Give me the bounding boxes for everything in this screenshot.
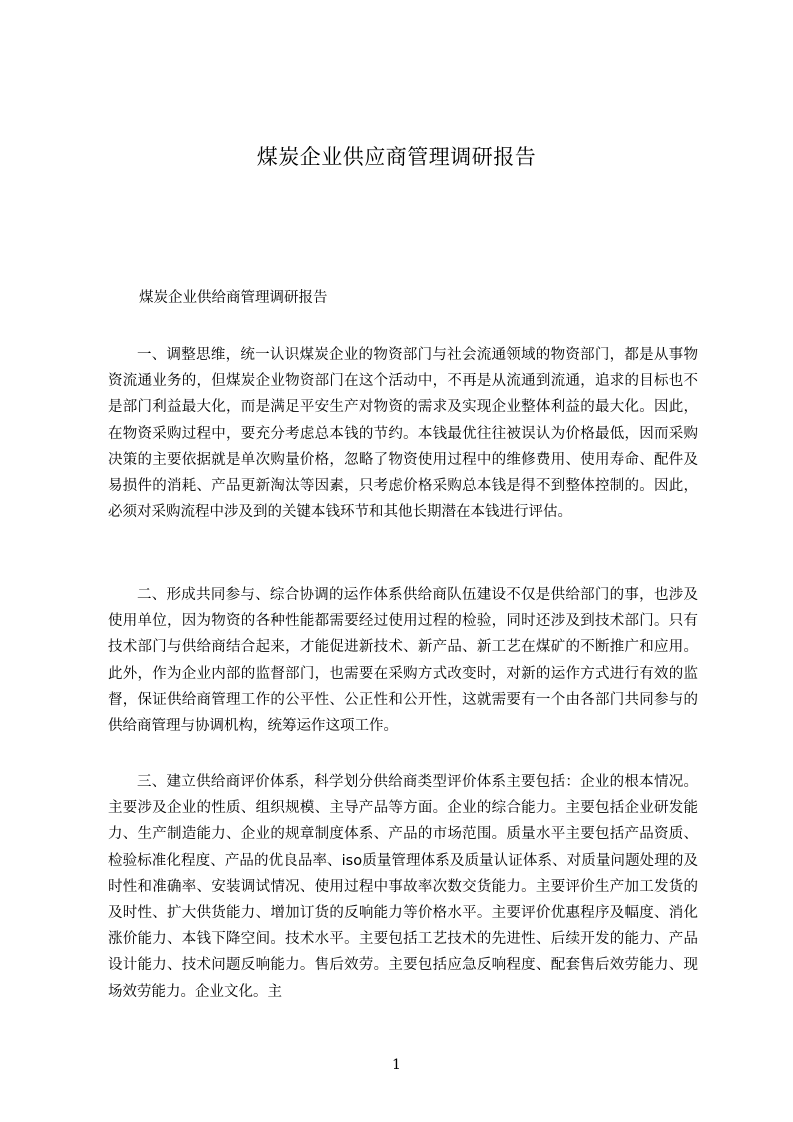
paragraph-1: 一、调整思维，统一认识煤炭企业的物资部门与社会流通领域的物资部门，都是从事物资流通业务的，但煤炭企业物资部门在这个活动中，不再是从流通到流通，追求的目标也不是部门利益最大化，而是满足平安生产对物资的需求及实现企业整体利益的最大化。因此，在物资采购过程中，要充分考虑总本钱的节约。本钱最优往往被误认为价格最低，因而采购决策的主要依据就是单次购量价格，忽略了物资使用过程中的维修费用、使用寿命、配件及易损件的消耗、产品更新淘汰等因素，只考虑价格采购总本钱是得不到整体控制的。因此，必须对采购流程中涉及到的关键本钱环节和其他长期潜在本钱进行评估。 (108, 347, 698, 521)
paragraph-3: 三、建立供给商评价体系，科学划分供给商类型评价体系主要包括：企业的根本情况。主要涉及企业的性质、组织规模、主导产品等方面。企业的综合能力。主要包括企业研发能力、生产制造能力、企业的规章制度体系、产品的市场范围。质量水平主要包括产品资质、检验标准化程度、产品的优良品率、iso质量管理体系及质量认证体系、对质量问题处理的及时性和准确率、安装调试情况、使用过程中事故率次数交货能力。主要评价生产加工发货的及时性、扩大供货能力、增加订货的反响能力等价格水平。主要评价优惠程序及幅度、消化涨价能力、本钱下降空间。技术水平。主要包括工艺技术的先进性、后续开发的能力、产品设计能力、技术问题反响能力。售后效劳。主要包括应急反响程度、配套售后效劳能力、现场效劳能力。企业文化。主 (108, 774, 698, 1000)
document-subtitle: 煤炭企业供给商管理调研报告 (139, 290, 328, 306)
page-number: 1 (392, 1057, 401, 1073)
paragraph-2: 二、形成共同参与、综合协调的运作体系供给商队伍建设不仅是供给部门的事，也涉及使用单位，因为物资的各种性能都需要经过使用过程的检验，同时还涉及到技术部门。只有技术部门与供给商结合起来，才能促进新技术、新产品、新工艺在煤矿的不断推广和应用。此外，作为企业内部的监督部门，也需要在采购方式改变时，对新的运作方式进行有效的监督，保证供给商管理工作的公平性、公正性和公开性，这就需要有一个由各部门共同参与的供给商管理与协调机构，统筹运作这项工作。 (108, 587, 698, 735)
document-title: 煤炭企业供应商管理调研报告 (256, 145, 537, 169)
